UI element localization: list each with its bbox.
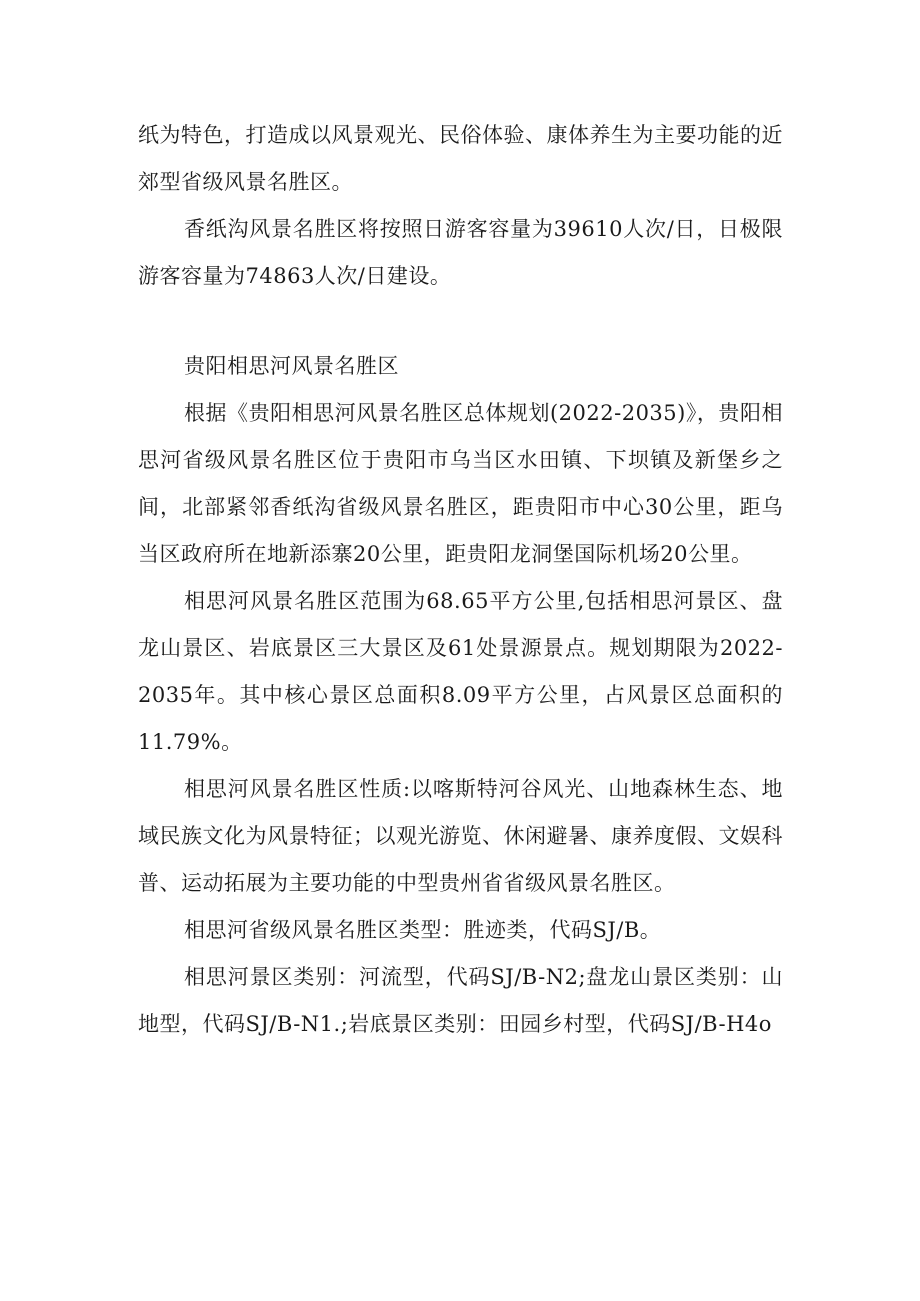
section-heading: 贵阳相思河风景名胜区 xyxy=(184,354,399,378)
paragraph-categories: 相思河景区类别：河流型，代码SJ/B-N2;盘龙山景区类别：山地型，代码SJ/B-N1.;岩底景区类别：田园乡村型，代码SJ∕B-H4o xyxy=(138,965,783,1036)
paragraph-visitor-capacity: 香纸沟风景名胜区将按照日游客容量为39610人次/日，日极限游客容量为74863人次/日建设。 xyxy=(138,217,783,288)
paragraph-scope: 相思河风景名胜区范围为68.65平方公里,包括相思河景区、盘龙山景区、岩底景区三大景区及61处景源景点。规划期限为2022-2035年。其中核心景区总面积8.09平方公里，占风景区总面积的11.79%。 xyxy=(138,589,783,754)
section-spacer xyxy=(138,300,783,343)
paragraph-nature: 相思河风景名胜区性质:以喀斯特河谷风光、山地森林生态、地域民族文化为风景特征；以观光游览、休闲避暑、康养度假、文娱科普、运动拓展为主要功能的中型贵州省省级风景名胜区。 xyxy=(138,777,783,895)
paragraph-continuation: 纸为特色，打造成以风景观光、民俗体验、康体养生为主要功能的近郊型省级风景名胜区。 xyxy=(138,123,783,194)
paragraph-type: 相思河省级风景名胜区类型：胜迹类，代码SJ/B。 xyxy=(184,918,662,942)
document-page xyxy=(138,112,783,1048)
paragraph-location: 根据《贵阳相思河风景名胜区总体规划(2022-2035)》，贵阳相思河省级风景名胜区位于贵阳市乌当区水田镇、下坝镇及新堡乡之间，北部紧邻香纸沟省级风景名胜区，距贵阳市中心30公里，距乌当区政府所在地新添寨20公里，距贵阳龙洞堡国际机场20公里。 xyxy=(138,401,783,566)
